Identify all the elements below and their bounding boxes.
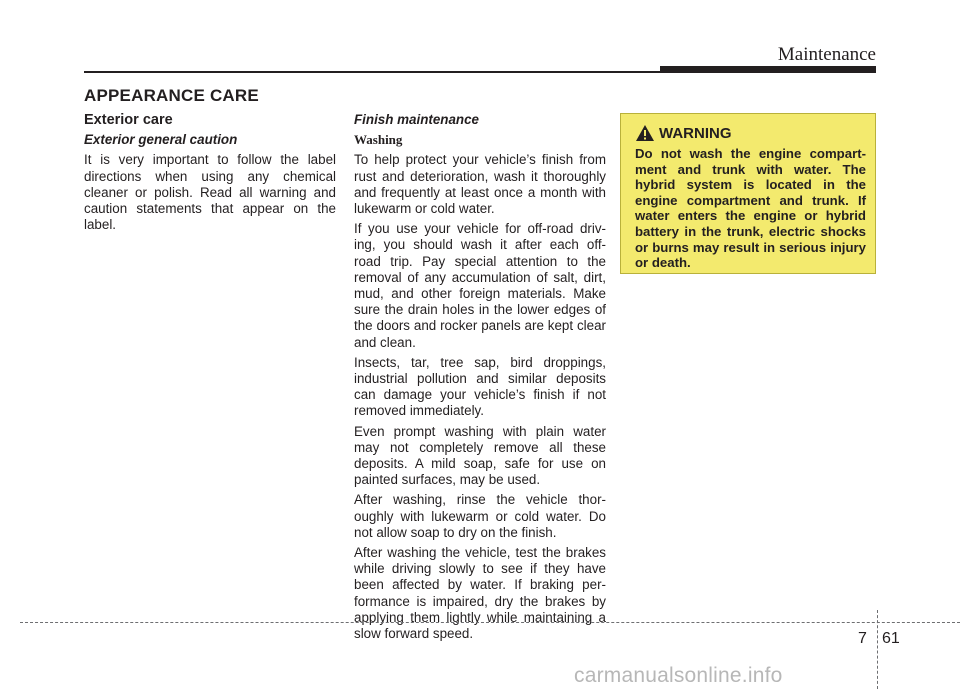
exterior-care-heading: Exterior care	[84, 112, 173, 128]
warning-header	[635, 124, 866, 142]
footer-dashed-line	[20, 622, 960, 623]
exterior-general-caution-heading: Exterior general caution	[84, 132, 238, 148]
column-left	[84, 112, 336, 237]
section-label: Maintenance	[777, 44, 876, 65]
page-number: 61	[882, 630, 900, 647]
page-chapter: 7	[858, 630, 867, 647]
caution-paragraph: It is very important to follow the label directions when using any chemical cleaner or polish. Read all warning and caution statements that appear on the label.	[84, 152, 336, 233]
washing-paragraph: To help protect your vehicle’s finish from rust and deterioration, wash it thoroughly and frequently at least once a month with lukewarm or cold water.	[354, 152, 606, 217]
watermark: carmanualsonline.info	[574, 664, 783, 687]
column-middle	[354, 112, 606, 646]
warning-title: WARNING	[659, 124, 732, 142]
main-heading: APPEARANCE CARE	[84, 86, 259, 105]
warning-box	[620, 113, 876, 274]
washing-paragraph: Even prompt washing with plain water may not completely remove all these deposits. A mild soap, safe for use on painted surfaces, may be used.	[354, 423, 606, 488]
header-rule-thick	[660, 66, 876, 73]
warning-body: Do not wash the engine compart- ment and trunk with water. The hybrid system is located in the engine compartment and trunk. If water enters the engine or hybrid battery in the trunk, electric shocks or burns may result in serious injury or death.	[635, 146, 866, 271]
washing-paragraph: If you use your vehicle for off-road driv- ing, you should wash it after each off- road trip. Pay special attention to the removal of any accumulation of salt, dirt, mud, and other foreign materials. Make sure the drain holes in the lower edges of the doors and rocker panels are kept clear and clean.	[354, 221, 606, 350]
header-rule-thin	[84, 71, 664, 73]
warning-triangle-icon	[635, 124, 655, 142]
washing-heading: Washing	[354, 132, 403, 148]
washing-paragraph: After washing the vehicle, test the brakes while driving slowly to see if they have been affected by water. If braking per- formance is impaired, dry the brakes by applying them lightly while maintaining a slow forward speed.	[354, 545, 606, 642]
washing-paragraph: Insects, tar, tree sap, bird droppings, industrial pollution and similar deposits can damage your vehicle’s finish if not removed immediately.	[354, 354, 606, 419]
washing-paragraph: After washing, rinse the vehicle thor- oughly with lukewarm or cold water. Do not allow soap to dry on the finish.	[354, 492, 606, 540]
finish-maintenance-heading: Finish maintenance	[354, 112, 480, 127]
footer-dashed-divider	[877, 610, 878, 689]
